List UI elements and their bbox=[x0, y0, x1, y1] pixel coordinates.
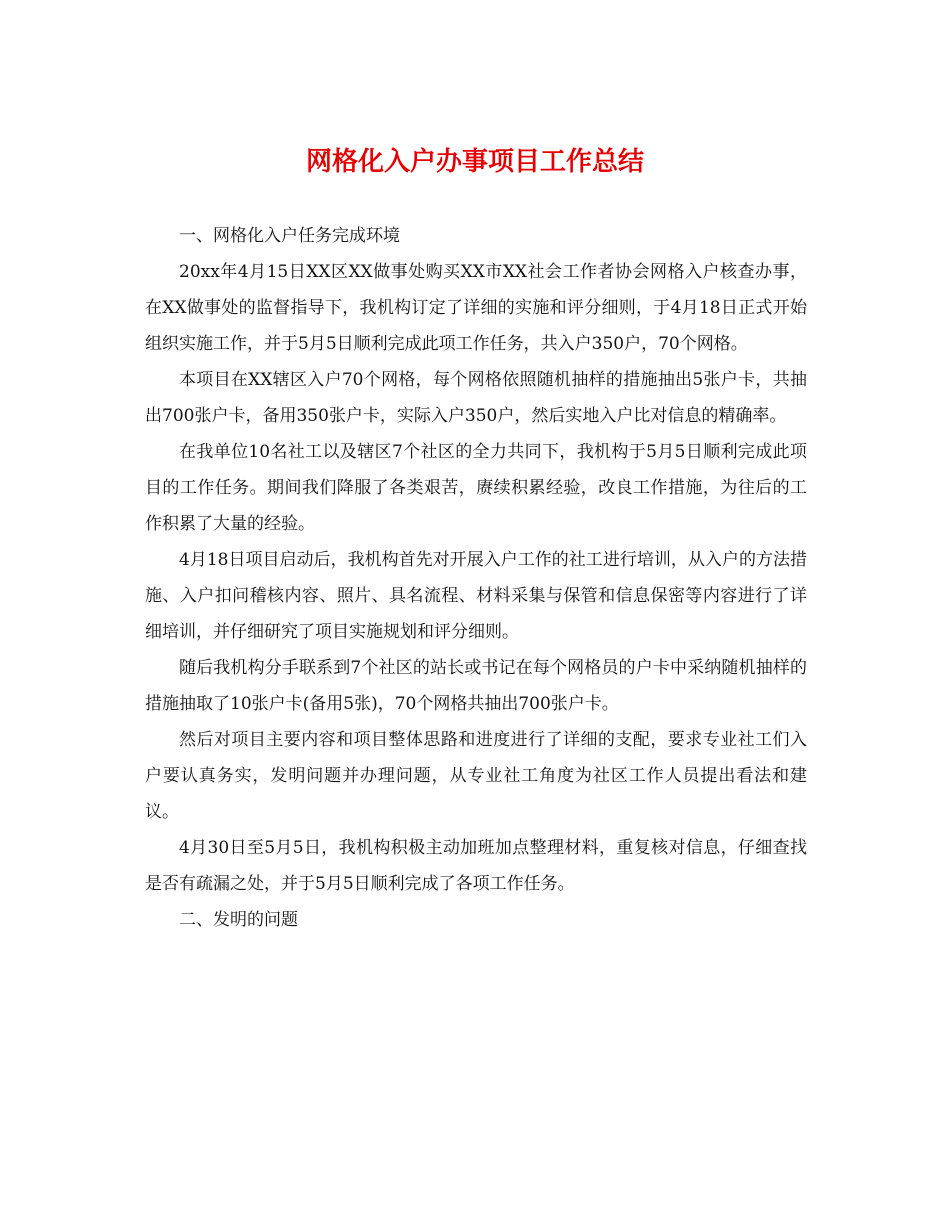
paragraph-5: 随后我机构分手联系到7个社区的站长或书记在每个网格员的户卡中采纳随机抽样的措施抽取了10张户卡(备用5张)，70个网格共抽出700张户卡。 bbox=[145, 658, 807, 714]
section-heading-1: 一、网格化入户任务完成环境 bbox=[179, 226, 400, 246]
paragraph-7: 4月30日至5月5日，我机构积极主动加班加点整理材料，重复核对信息，仔细查找是否有疏漏之处，并于5月5日顺利完成了各项工作任务。 bbox=[145, 838, 807, 894]
paragraph-4: 4月18日项目启动后，我机构首先对开展入户工作的社工进行培训，从入户的方法措施、入户扣问稽核内容、照片、具名流程、材料采集与保管和信息保密等内容进行了详细培训，并仔细研究了项目实施规划和评分细则。 bbox=[145, 550, 807, 642]
paragraph-2: 本项目在XX辖区入户70个网格，每个网格依照随机抽样的措施抽出5张户卡，共抽出700张户卡，备用350张户卡，实际入户350户，然后实地入户比对信息的精确率。 bbox=[145, 370, 807, 426]
paragraph-3: 在我单位10名社工以及辖区7个社区的全力共同下，我机构于5月5日顺利完成此项目的工作任务。期间我们降服了各类艰苦，赓续积累经验，改良工作措施，为往后的工作积累了大量的经验。 bbox=[145, 442, 807, 534]
document-title: 网格化入户办事项目工作总结 bbox=[305, 147, 644, 177]
paragraph-6: 然后对项目主要内容和项目整体思路和进度进行了详细的支配，要求专业社工们入户要认真务实，发明问题并办理问题，从专业社工角度为社区工作人员提出看法和建议。 bbox=[145, 730, 807, 822]
paragraph-1: 20xx年4月15日XX区XX做事处购买XX市XX社会工作者协会网格入户核查办事，在XX做事处的监督指导下，我机构订定了详细的实施和评分细则，于4月18日正式开始组织实施工作，并于5月5日顺利完成此项工作任务，共入户350户，70个网格。 bbox=[145, 262, 807, 354]
document-body bbox=[145, 218, 807, 938]
section-heading-2: 二、发明的问题 bbox=[179, 910, 298, 930]
